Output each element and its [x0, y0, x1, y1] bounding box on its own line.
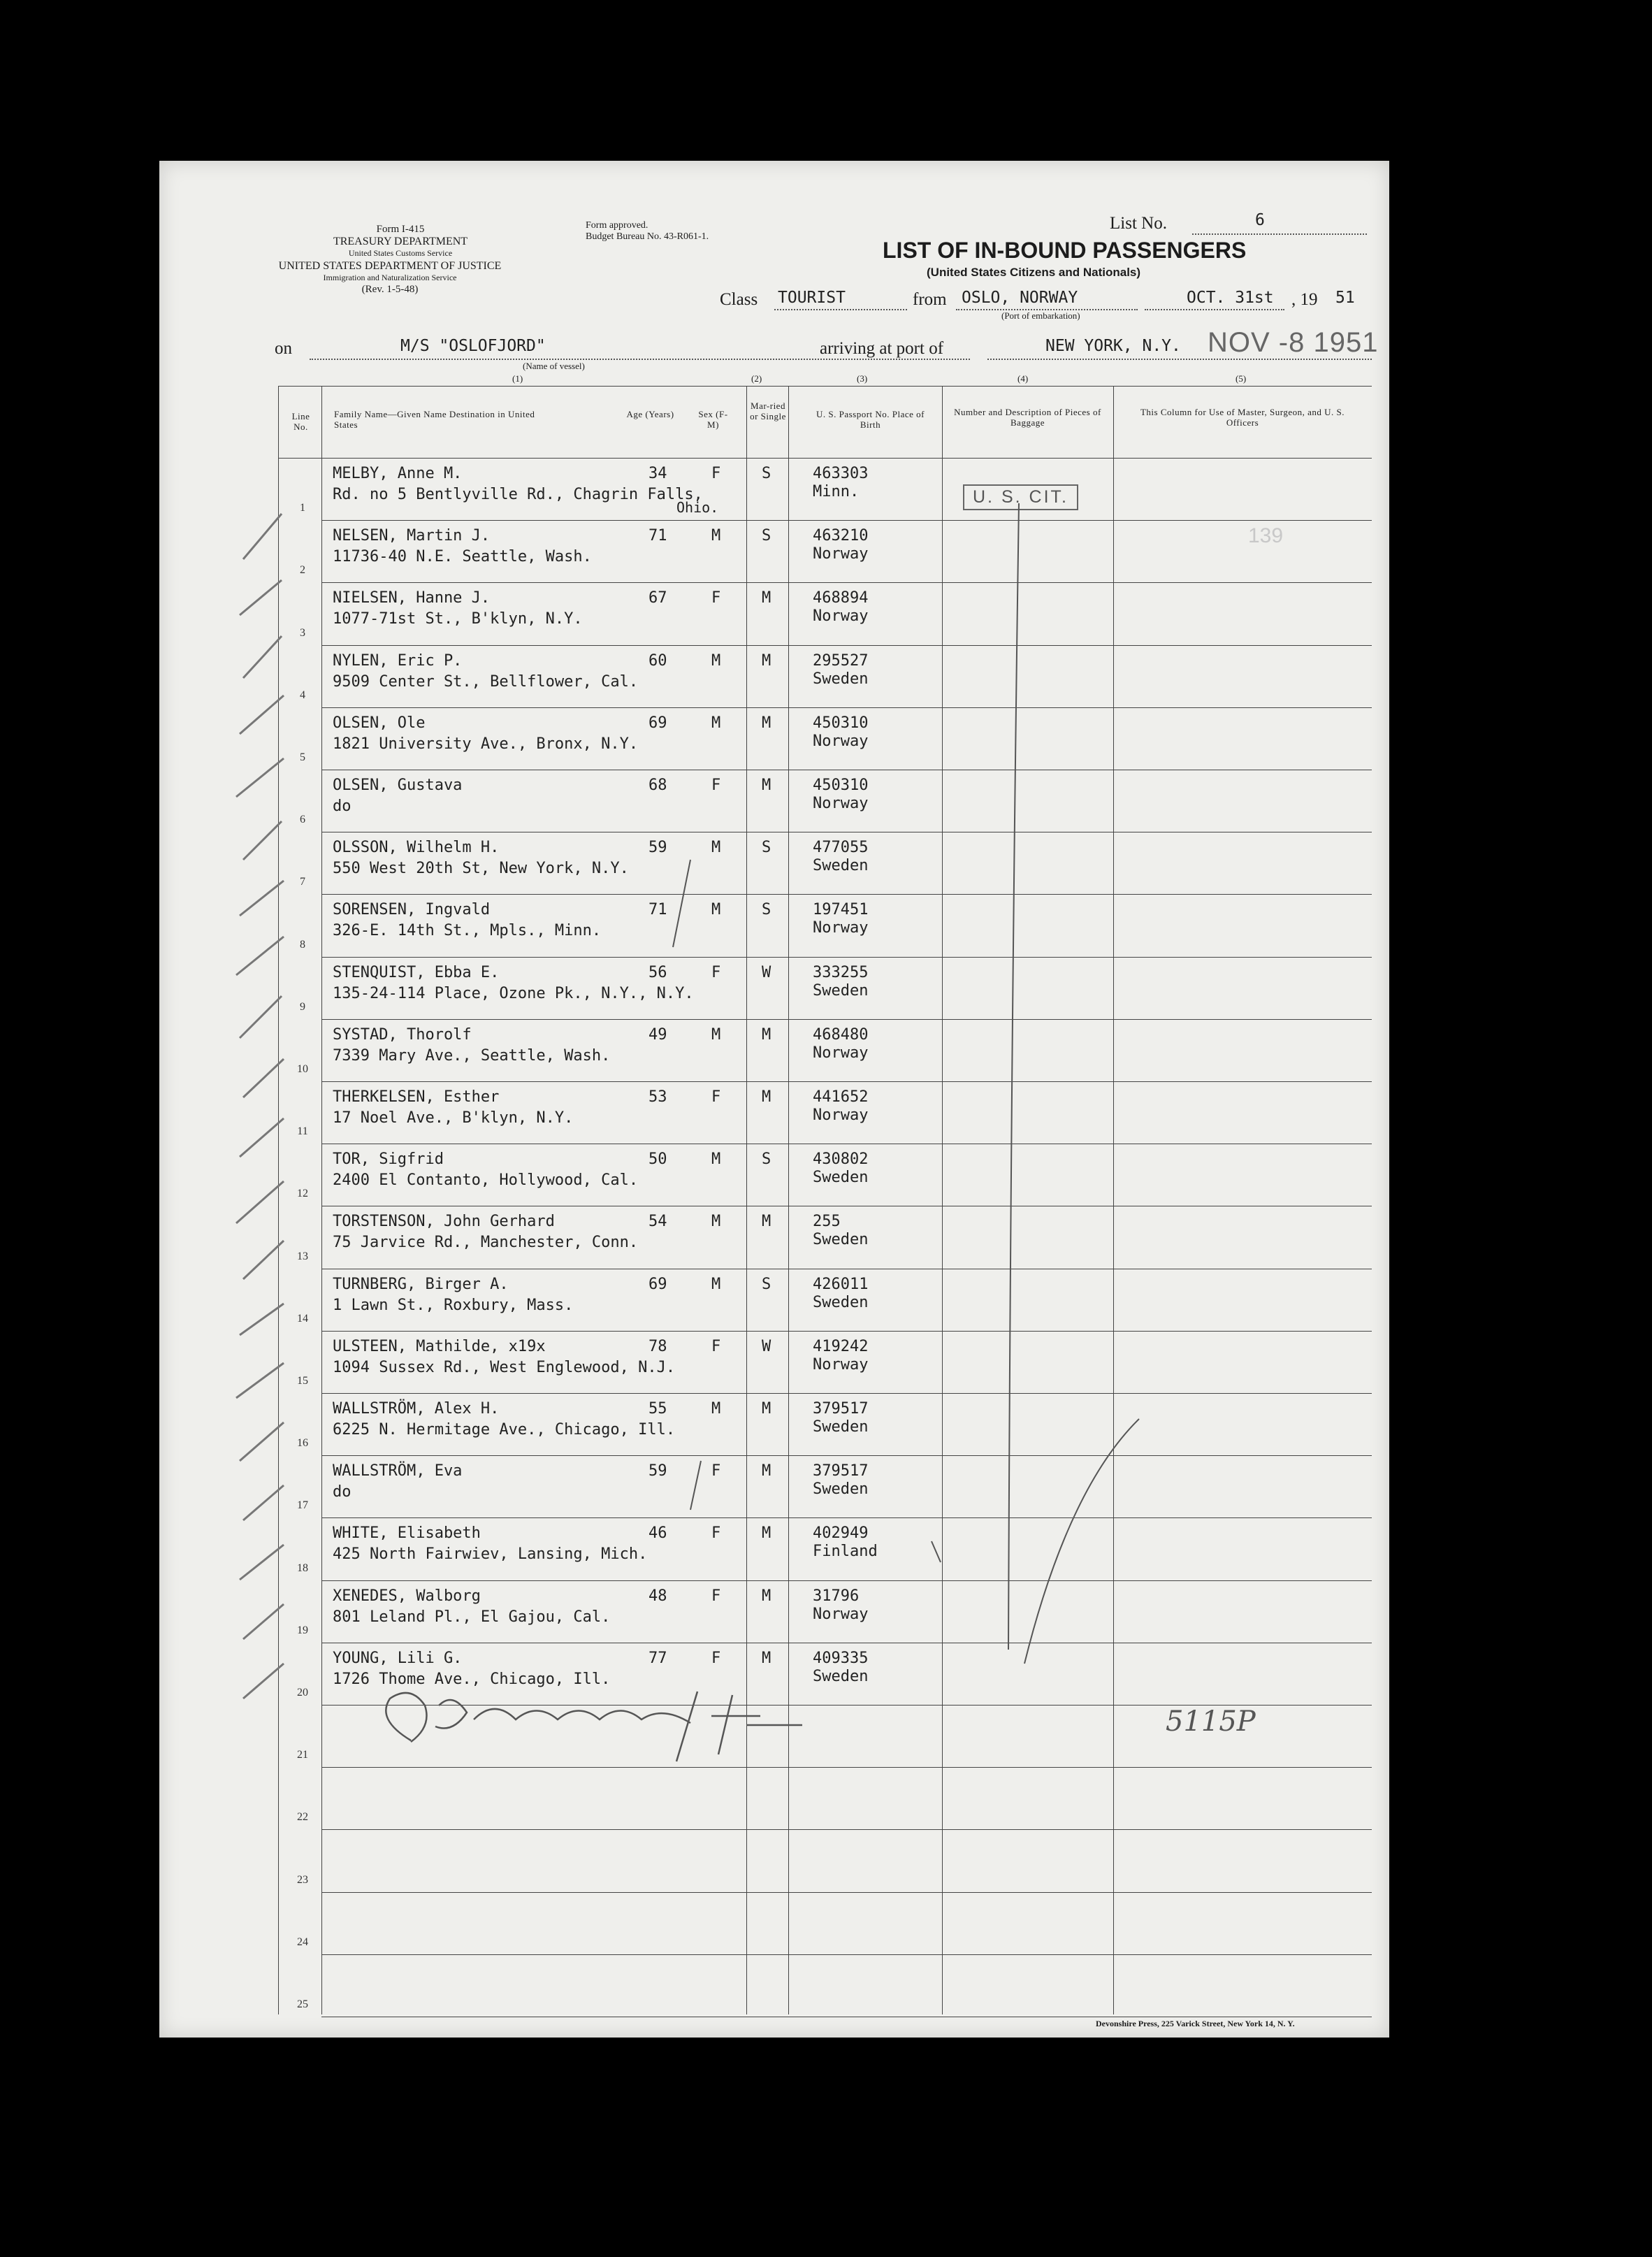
passport-number: 295527 [813, 651, 869, 670]
line-number: 5 [300, 751, 305, 763]
line-number: 24 [297, 1935, 308, 1948]
passenger-marital-status: S [762, 465, 771, 482]
passenger-sex: F [711, 1088, 721, 1106]
line-number: 18 [297, 1562, 308, 1574]
passenger-name: OLSSON, Wilhelm H. [333, 839, 500, 857]
passenger-name: TURNBERG, Birger A. [333, 1275, 509, 1293]
vessel-caption: (Name of vessel) [523, 361, 585, 371]
passenger-name: MELBY, Anne M. [333, 465, 463, 482]
port-caption: (Port of embarkation) [1001, 310, 1080, 321]
passport-number: 419242 [813, 1337, 869, 1355]
passenger-sex: M [711, 1400, 721, 1418]
passenger-marital-status: S [762, 527, 771, 545]
passenger-sex: F [711, 465, 721, 482]
page-title: LIST OF IN-BOUND PASSENGERS [883, 238, 1247, 263]
passenger-sex: F [711, 1587, 721, 1605]
passenger-address: 135-24-114 Place, Ozone Pk., N.Y., N.Y. [333, 984, 694, 1002]
passenger-marital-status: M [762, 1088, 771, 1106]
passenger-address: 6225 N. Hermitage Ave., Chicago, Ill. [333, 1421, 676, 1438]
place-of-birth: Finland [813, 1543, 878, 1561]
place-of-birth: Sweden [813, 1231, 869, 1249]
passenger-address: 1077-71st St., B'klyn, N.Y. [333, 610, 583, 628]
column-4-number: (4) [1017, 373, 1029, 384]
passport-number: 463210 [813, 527, 869, 545]
passenger-name: TORSTENSON, John Gerhard [333, 1213, 555, 1231]
passenger-age: 55 [649, 1400, 667, 1418]
passenger-sex: M [711, 651, 721, 670]
passenger-address: 75 Jarvice Rd., Manchester, Conn. [333, 1234, 639, 1252]
passenger-name: YOUNG, Lili G. [333, 1649, 463, 1667]
passenger-marital-status: M [762, 651, 771, 670]
line-number: 4 [300, 688, 305, 701]
arrival-date-stamp: NOV -8 1951 [1208, 327, 1379, 358]
year-suffix: 51 [1335, 289, 1355, 307]
passenger-address: 326-E. 14th St., Mpls., Minn. [333, 922, 602, 940]
passenger-name: NELSEN, Martin J. [333, 527, 491, 545]
passenger-age: 56 [649, 963, 667, 981]
passenger-name: SORENSEN, Ingvald [333, 901, 491, 919]
passenger-age: 60 [649, 651, 667, 670]
passenger-marital-status: S [762, 901, 771, 919]
passenger-marital-status: M [762, 1649, 771, 1667]
line-number: 2 [300, 564, 305, 577]
passport-number: 450310 [813, 777, 869, 794]
year-prefix: , 19 [1291, 290, 1318, 309]
passenger-sex: F [711, 1337, 721, 1355]
passenger-name: STENQUIST, Ebba E. [333, 963, 500, 981]
passport-number: 31796 [813, 1587, 860, 1605]
place-of-birth: Sweden [813, 1169, 869, 1187]
passenger-marital-status: M [762, 777, 771, 794]
passenger-marital-status: M [762, 1025, 771, 1044]
passenger-name: NYLEN, Eric P. [333, 651, 463, 670]
column-header-officers: This Column for Use of Master, Surgeon, and U. S. Officers [1140, 407, 1345, 428]
passenger-marital-status: W [762, 963, 771, 981]
vessel-name: M/S "OSLOFJORD" [400, 337, 546, 355]
place-of-birth: Norway [813, 919, 869, 937]
place-of-birth: Sweden [813, 1418, 869, 1436]
passenger-marital-status: S [762, 1275, 771, 1293]
passenger-address: 550 West 20th St, New York, N.Y. [333, 860, 629, 878]
checkmarks [236, 514, 284, 1699]
passenger-sex: M [711, 1151, 721, 1169]
department-of-justice: UNITED STATES DEPARTMENT OF JUSTICE [278, 260, 502, 272]
place-of-birth: Sweden [813, 670, 869, 688]
on-label: on [275, 339, 292, 358]
passenger-marital-status: M [762, 589, 771, 607]
passenger-age: 53 [649, 1088, 667, 1106]
passenger-address: 9509 Center St., Bellflower, Cal. [333, 672, 639, 691]
passenger-age: 77 [649, 1649, 667, 1667]
line-number: 13 [297, 1250, 308, 1262]
passenger-age: 71 [649, 901, 667, 919]
handwritten-number: 5115P [1166, 1706, 1256, 1738]
place-of-birth: Norway [813, 1605, 869, 1623]
passenger-address: 801 Leland Pl., El Gajou, Cal. [333, 1608, 611, 1626]
list-no-value: 6 [1255, 211, 1265, 229]
passenger-age: 34 [649, 465, 667, 482]
passport-number: 409335 [813, 1649, 869, 1667]
passenger-name: ULSTEEN, Mathilde, x19x [333, 1337, 546, 1355]
passenger-sex: F [711, 1462, 721, 1480]
passenger-address: 1094 Sussex Rd., West Englewood, N.J. [333, 1358, 676, 1376]
passenger-address: do [333, 798, 352, 815]
passenger-marital-status: M [762, 1524, 771, 1543]
place-of-birth: Sweden [813, 1667, 869, 1685]
column-header-age: Age (Years) [626, 409, 674, 419]
page-subtitle: (United States Citizens and Nationals) [927, 266, 1141, 279]
passenger-address: 1 Lawn St., Roxbury, Mass. [333, 1296, 574, 1314]
passport-number: 450310 [813, 714, 869, 732]
faint-stamp-number: 139 [1248, 524, 1284, 547]
line-number: 16 [297, 1437, 308, 1450]
from-label: from [913, 290, 947, 309]
customs-service: United States Customs Service [348, 248, 453, 258]
line-number: 23 [297, 1873, 308, 1886]
passenger-marital-status: M [762, 1213, 771, 1231]
line-number: 21 [297, 1749, 308, 1761]
passenger-sex: M [711, 1275, 721, 1293]
passenger-name: WALLSTRÖM, Eva [333, 1462, 463, 1480]
passenger-marital-status: M [762, 1400, 771, 1418]
officer-signature [386, 1692, 802, 1761]
passenger-address: do [333, 1483, 352, 1501]
arrival-port: NEW YORK, N.Y. [1045, 337, 1181, 355]
place-of-birth: Norway [813, 1106, 869, 1124]
passport-number: 430802 [813, 1151, 869, 1169]
passport-number: 379517 [813, 1400, 869, 1418]
passport-number: 255 [813, 1213, 841, 1231]
passenger-age: 48 [649, 1587, 667, 1605]
passenger-address: 425 North Fairwiev, Lansing, Mich. [333, 1545, 648, 1564]
passenger-address: 17 Noel Ave., B'klyn, N.Y. [333, 1109, 574, 1127]
passenger-age: 67 [649, 589, 667, 607]
passenger-name: TOR, Sigfrid [333, 1151, 444, 1169]
line-number: 14 [297, 1312, 308, 1325]
departure-date: OCT. 31st [1187, 289, 1274, 307]
passenger-age: 46 [649, 1524, 667, 1543]
passport-number: 379517 [813, 1462, 869, 1480]
form-approved: Form approved. [586, 220, 649, 231]
passport-number: 333255 [813, 963, 869, 981]
place-of-birth: Norway [813, 795, 869, 812]
passenger-sex: M [711, 1025, 721, 1044]
passenger-name: SYSTAD, Thorolf [333, 1025, 472, 1044]
line-number: 12 [297, 1188, 308, 1200]
pencil-marks [159, 161, 1389, 2038]
column-header-passport: U. S. Passport No. Place of Birth [816, 409, 925, 430]
place-of-birth: Norway [813, 732, 869, 750]
line-number: 11 [297, 1125, 308, 1138]
passenger-address: 2400 El Contanto, Hollywood, Cal. [333, 1171, 639, 1190]
passenger-name: OLSEN, Ole [333, 714, 426, 732]
line-number: 19 [297, 1624, 308, 1636]
place-of-birth: Sweden [813, 1480, 869, 1499]
list-no-label: List No. [1110, 214, 1167, 233]
passenger-sex: M [711, 839, 721, 857]
line-number: 15 [297, 1375, 308, 1387]
passenger-sex: M [711, 714, 721, 732]
passenger-age: 50 [649, 1151, 667, 1169]
line-number: 3 [300, 626, 305, 639]
column-header-married: Mar-ried or Single [750, 401, 786, 421]
place-of-birth: Norway [813, 1044, 869, 1062]
passport-number: 468894 [813, 589, 869, 607]
passenger-marital-status: S [762, 1151, 771, 1169]
line-number: 6 [300, 814, 305, 826]
passenger-age: 78 [649, 1337, 667, 1355]
class-label: Class [720, 290, 758, 309]
line-number: 25 [297, 1998, 308, 2010]
passenger-age: 54 [649, 1213, 667, 1231]
form-revision: (Rev. 1-5-48) [361, 284, 419, 295]
passenger-marital-status: W [762, 1337, 771, 1355]
passenger-address: Rd. no 5 Bentlyville Rd., Chagrin Falls, [333, 486, 703, 503]
line-number: 17 [297, 1499, 308, 1512]
line-number: 22 [297, 1811, 308, 1824]
line-number: 7 [300, 876, 305, 888]
place-of-birth: Sweden [813, 857, 869, 875]
passenger-age: 71 [649, 527, 667, 545]
passport-number: 197451 [813, 901, 869, 919]
passenger-sex: M [711, 901, 721, 919]
passenger-sex: F [711, 1649, 721, 1667]
port-of-embarkation: OSLO, NORWAY [962, 289, 1078, 307]
place-of-birth: Norway [813, 607, 869, 626]
passenger-address: 7339 Mary Ave., Seattle, Wash. [333, 1046, 611, 1065]
passenger-name: OLSEN, Gustava [333, 777, 463, 794]
passport-number: 463303 [813, 465, 869, 482]
line-number: 9 [300, 1000, 305, 1013]
passenger-marital-status: M [762, 1462, 771, 1480]
manifest-page [159, 161, 1389, 2038]
place-of-birth: Minn. [813, 483, 860, 500]
passenger-sex: F [711, 777, 721, 794]
column-5-number: (5) [1236, 373, 1247, 384]
column-2-number: (2) [751, 373, 762, 384]
place-of-birth: Norway [813, 1355, 869, 1373]
passenger-address: 1726 Thome Ave., Chicago, Ill. [333, 1670, 611, 1688]
passenger-age: 59 [649, 1462, 667, 1480]
treasury-department: TREASURY DEPARTMENT [333, 236, 468, 247]
column-1-number: (1) [512, 373, 523, 384]
passport-number: 426011 [813, 1275, 869, 1293]
passenger-sex: F [711, 1524, 721, 1543]
passenger-address: 1821 University Ave., Bronx, N.Y. [333, 735, 639, 753]
passenger-address: 11736-40 N.E. Seattle, Wash. [333, 548, 592, 566]
place-of-birth: Sweden [813, 1293, 869, 1311]
place-of-birth: Sweden [813, 981, 869, 1000]
passport-number: 477055 [813, 839, 869, 857]
line-number: 20 [297, 1687, 308, 1699]
passenger-marital-status: M [762, 1587, 771, 1605]
passenger-age: 69 [649, 1275, 667, 1293]
column-header-name: Family Name—Given Name Destination in United States [334, 409, 535, 430]
passenger-marital-status: M [762, 714, 771, 732]
form-number: Form I-415 [376, 224, 425, 235]
passport-number: 441652 [813, 1088, 869, 1106]
column-header-sex: Sex (F-M) [698, 409, 728, 430]
passenger-age: 49 [649, 1025, 667, 1044]
line-number: 1 [300, 502, 305, 514]
line-number: 10 [297, 1063, 308, 1075]
passenger-age: 59 [649, 839, 667, 857]
column-header-baggage: Number and Description of Pieces of Baggage [954, 407, 1101, 428]
passport-number: 402949 [813, 1524, 869, 1543]
column-header-line-no: Line No. [291, 411, 310, 432]
passenger-address-continued: Ohio. [676, 499, 719, 516]
budget-bureau: Budget Bureau No. 43-R061-1. [586, 231, 709, 242]
passenger-name: NIELSEN, Hanne J. [333, 589, 491, 607]
passenger-name: THERKELSEN, Esther [333, 1088, 500, 1106]
passenger-name: WALLSTRÖM, Alex H. [333, 1400, 500, 1418]
passport-number: 468480 [813, 1025, 869, 1044]
passenger-age: 68 [649, 777, 667, 794]
place-of-birth: Norway [813, 545, 869, 563]
printer-credit: Devonshire Press, 225 Varick Street, New York 14, N. Y. [1096, 2019, 1295, 2028]
class-value: TOURIST [778, 289, 846, 307]
passenger-marital-status: S [762, 839, 771, 857]
us-citizen-stamp: U. S. CIT. [963, 484, 1078, 510]
passenger-age: 69 [649, 714, 667, 732]
arriving-label: arriving at port of [820, 339, 944, 358]
passenger-sex: F [711, 963, 721, 981]
passenger-sex: M [711, 1213, 721, 1231]
column-3-number: (3) [857, 373, 868, 384]
passenger-name: WHITE, Elisabeth [333, 1524, 481, 1543]
passenger-sex: F [711, 589, 721, 607]
ins-service: Immigration and Naturalization Service [323, 273, 457, 282]
passenger-name: XENEDES, Walborg [333, 1587, 481, 1605]
line-number: 8 [300, 938, 305, 951]
passenger-sex: M [711, 527, 721, 545]
